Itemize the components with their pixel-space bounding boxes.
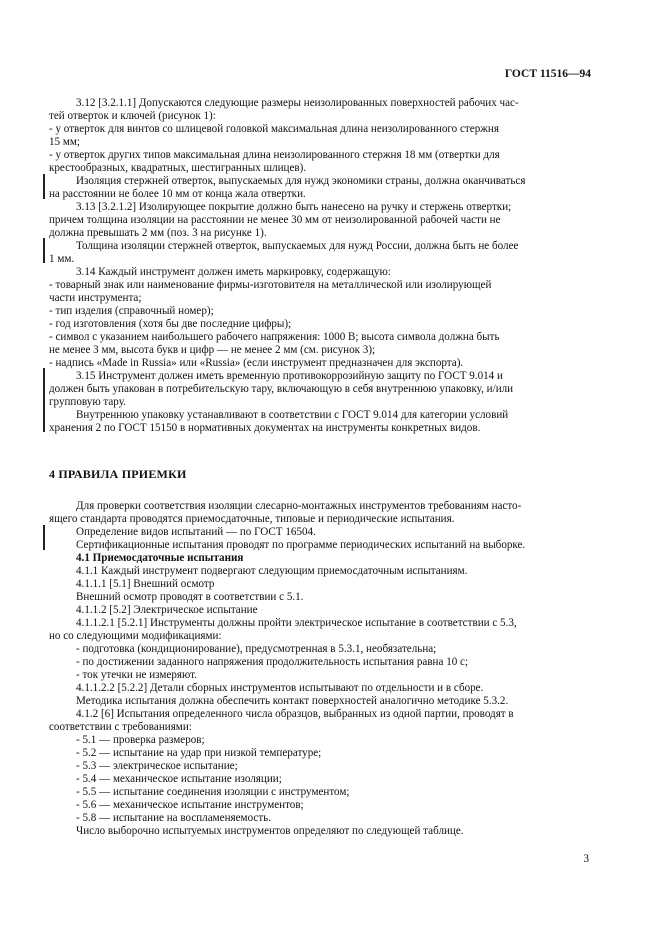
paragraph-line: групповую тару. xyxy=(49,396,126,408)
paragraph-line: тей отверток и ключей (рисунок 1): xyxy=(49,110,216,122)
paragraph-line: 4.1.1.1 [5.1] Внешний осмотр xyxy=(76,578,215,590)
paragraph-line: должна превышать 2 мм (поз. 3 на рисунке 1). xyxy=(49,227,267,239)
paragraph-line: 3.15 Инструмент должен иметь временную противокоррозийную защиту по ГОСТ 9.014 и xyxy=(76,370,503,382)
paragraph-line: 4.1.1.2.2 [5.2.2] Детали сборных инструментов испытывают по отдельности и в сборе. xyxy=(76,682,484,694)
paragraph-line: 4.1.2 [6] Испытания определенного числа образцов, выбранных из одной партии, проводят в xyxy=(76,708,514,720)
paragraph-line: хранения 2 по ГОСТ 15150 в нормативных документах на инструменты конкретных видов. xyxy=(49,422,481,434)
paragraph-line: 4.1.1 Каждый инструмент подвергают следующим приемосдаточным испытаниям. xyxy=(76,565,468,577)
paragraph-line: 3.13 [3.2.1.2] Изолирующее покрытие должно быть нанесено на ручку и стержень отвертки; xyxy=(76,201,512,213)
paragraph-line: Внутреннюю упаковку устанавливают в соответствии с ГОСТ 9.014 для категории условий xyxy=(76,409,509,421)
paragraph-line: 15 мм; xyxy=(49,136,80,148)
paragraph-line: не менее 3 мм, высота букв и цифр — не менее 2 мм (см. рисунок 3); xyxy=(49,344,376,356)
paragraph-line: части инструмента; xyxy=(49,292,142,304)
paragraph-line: ящего стандарта проводятся приемосдаточные, типовые и периодические испытания. xyxy=(49,513,455,525)
list-item: - 5.8 — испытание на воспламеняемость. xyxy=(76,812,272,824)
paragraph-line: Методика испытания должна обеспечить контакт поверхностей аналогично методике 5.3.2. xyxy=(76,695,509,707)
paragraph-line: - товарный знак или наименование фирмы-изготовителя на металлической или изолирующей xyxy=(49,279,492,291)
list-item: - 5.4 — механическое испытание изоляции; xyxy=(76,773,282,785)
paragraph-line: Число выборочно испытуемых инструментов определяют по следующей таблице. xyxy=(76,825,464,837)
list-item: - 5.1 — проверка размеров; xyxy=(76,734,205,746)
paragraph-line: Внешний осмотр проводят в соответствии с 5.1. xyxy=(76,591,304,603)
paragraph-line: - надпись «Made in Russia» или «Russia» (если инструмент предназначен для экспорта). xyxy=(49,357,464,369)
paragraph-line: - у отверток других типов максимальная длина неизолированного стержня 18 мм (отвертки для xyxy=(49,149,500,161)
revision-bar xyxy=(43,525,45,550)
paragraph-line: крестообразных, квадратных, шестигранных шлицев). xyxy=(49,162,307,174)
paragraph-line: соответствии с требованиями: xyxy=(49,721,192,733)
paragraph-line: 3.14 Каждый инструмент должен иметь маркировку, содержащую: xyxy=(76,266,391,278)
paragraph-line: 4.1.1.2.1 [5.2.1] Инструменты должны пройти электрическое испытание в соответствии с 5.3, xyxy=(76,617,517,629)
paragraph-line: Сертификационные испытания проводят по программе периодических испытаний на выборке. xyxy=(76,539,526,551)
paragraph-line: 4.1.1.2 [5.2] Электрическое испытание xyxy=(76,604,258,616)
section-heading: 4 ПРАВИЛА ПРИЕМКИ xyxy=(49,467,187,481)
paragraph-line: - по достижении заданного напряжения продолжительность испытания равна 10 с; xyxy=(76,656,469,668)
paragraph-line: Толщина изоляции стержней отверток, выпускаемых для нужд России, должна быть не более xyxy=(76,240,519,252)
paragraph-line: причем толщина изоляции на расстоянии не менее 30 мм от неизолированной рабочей части не xyxy=(49,214,501,226)
list-item: - 5.2 — испытание на удар при низкой температуре; xyxy=(76,747,322,759)
revision-bar xyxy=(43,238,45,263)
paragraph-line: - тип изделия (справочный номер); xyxy=(49,305,214,317)
list-item: - 5.5 — испытание соединения изоляции с инструментом; xyxy=(76,786,350,798)
subsection-heading: 4.1 Приемосдаточные испытания xyxy=(76,552,244,564)
paragraph-line: - символ с указанием наибольшего рабочего напряжения: 1000 В; высота символа должна быть xyxy=(49,331,500,343)
paragraph-line: - ток утечки не измеряют. xyxy=(76,669,197,681)
paragraph-line: должен быть упакован в потребительскую тару, включающую в себя внутреннюю упаковку, и/или xyxy=(49,383,514,395)
paragraph-line: - у отверток для винтов со шлицевой головкой максимальная длина неизолированного стержня xyxy=(49,123,499,135)
paragraph-line: Для проверки соответствия изоляции слесарно-монтажных инструментов требованиям насто- xyxy=(76,500,522,512)
document-header: ГОСТ 11516—94 xyxy=(504,68,591,80)
paragraph-line: на расстоянии не более 10 мм от конца жала отвертки. xyxy=(49,188,306,200)
paragraph-line: 1 мм. xyxy=(49,253,75,265)
page-number: 3 xyxy=(583,853,589,865)
list-item: - 5.3 — электрическое испытание; xyxy=(76,760,238,772)
paragraph-line: но со следующими модификациями: xyxy=(49,630,222,642)
paragraph-line: Изоляция стержней отверток, выпускаемых для нужд экономики страны, должна оканчиваться xyxy=(76,175,526,187)
paragraph-line: 3.12 [3.2.1.1] Допускаются следующие размеры неизолированных поверхностей рабочих час- xyxy=(76,97,519,109)
paragraph-line: - подготовка (кондиционирование), предусмотренная в 5.3.1, необязательна; xyxy=(76,643,437,655)
paragraph-line: - год изготовления (хотя бы две последние цифры); xyxy=(49,318,292,330)
list-item: - 5.6 — механическое испытание инструментов; xyxy=(76,799,304,811)
paragraph-line: Определение видов испытаний — по ГОСТ 16504. xyxy=(76,526,316,538)
revision-bar xyxy=(43,174,45,199)
revision-bar xyxy=(43,368,45,432)
